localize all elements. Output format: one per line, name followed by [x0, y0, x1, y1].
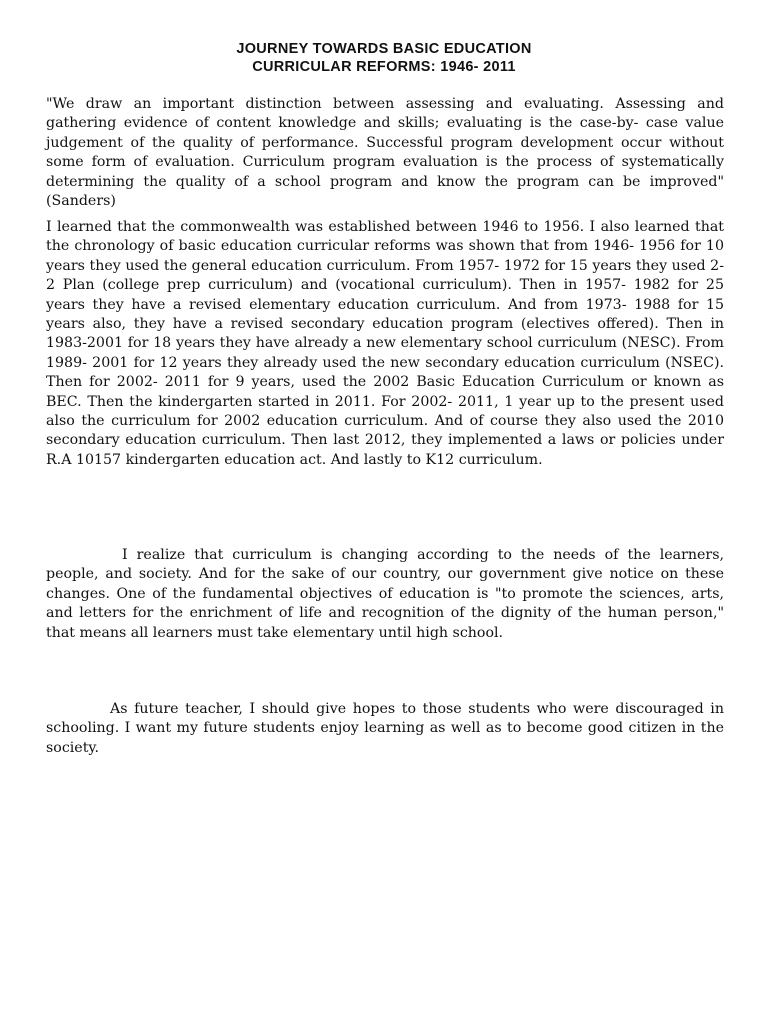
document-title [0, 40, 768, 76]
title-line-2: CURRICULAR REFORMS: 1946- 2011 [252, 59, 516, 75]
paragraph-realization: I realize that curriculum is changing according to the needs of the learners, people, and society. And for the sake of our country, our government give notice on these changes. One of the fundamental objectives of education is "to promote the sciences, arts, and letters for the enrichment of life and recognition of the dignity of the human person," that means all learners must take elementary until high school. [46, 547, 724, 641]
title-line-1: JOURNEY TOWARDS BASIC EDUCATION [236, 41, 532, 57]
paragraph-chronology: I learned that the commonwealth was established between 1946 to 1956. I also learned that the chronology of basic education curricular reforms was shown that from 1946- 1956 for 10 years they used the general education curriculum. From 1957- 1972 for 15 years they used 2-2 Plan (college prep curriculum) and (vocational curriculum). Then in 1957- 1982 for 25 years they have a revised elementary education curriculum. And from 1973- 1988 for 15 years also, they have a revised secondary education program (electives offered). Then in 1983-2001 for 18 years they have already a new elementary school curriculum (NESC). From 1989- 2001 for 12 years they already used the new secondary education curriculum (NSEC). Then for 2002- 2011 for 9 years, used the 2002 Basic Education Curriculum or known as BEC. Then the kindergarten started in 2011. For 2002- 2011, 1 year up to the present used also the curriculum for 2002 education curriculum. And of course they also used the 2010 secondary education curriculum. Then last 2012, they implemented a laws or policies under R.A 10157 kindergarten education act. And lastly to K12 curriculum. [46, 219, 724, 468]
paragraph-quote: "We draw an important distinction between assessing and evaluating. Assessing and gathering evidence of content knowledge and skills; evaluating is the case-by- case value judgement of the quality of performance. Successful program development occur without some form of evaluation. Curriculum program evaluation is the process of systematically determining the quality of a school program and know the program can be improved"(Sanders) [46, 96, 724, 210]
paragraph-future-teacher: As future teacher, I should give hopes to those students who were discouraged in schooling. I want my future students enjoy learning as well as to become good citizen in the society. [46, 701, 724, 756]
